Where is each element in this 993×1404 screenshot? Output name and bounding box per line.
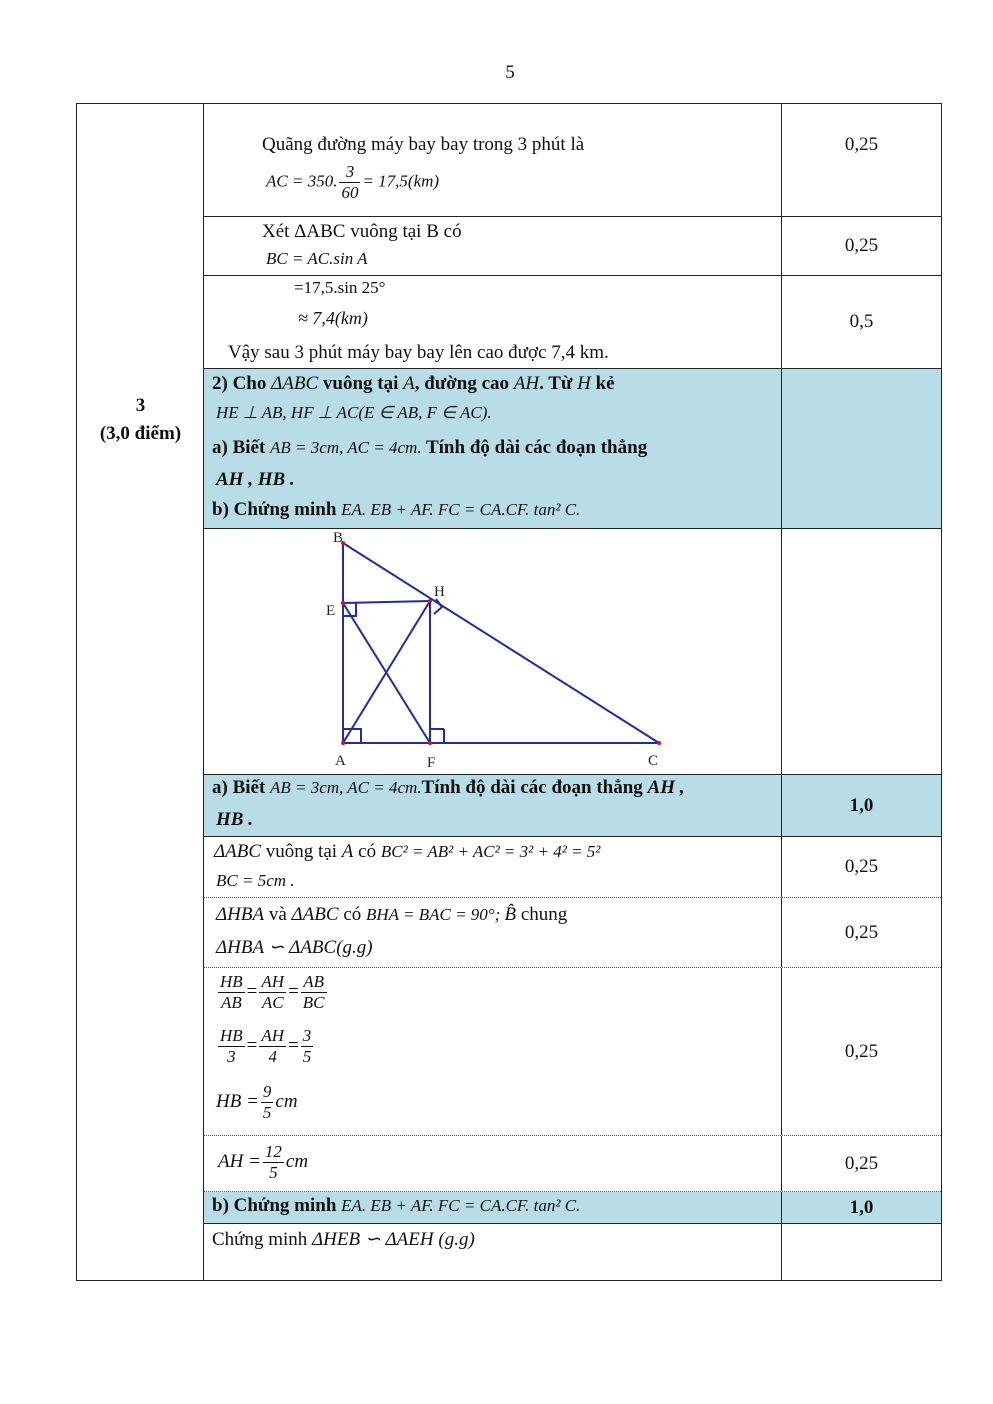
solution-row: ΔABC vuông tại A có BC² = AB² + AC² = 3² + 4² = 5² BC = 5cm . 0,25 xyxy=(204,837,941,898)
row-formula: =17,5.sin 25° xyxy=(294,278,386,297)
score: 1,0 xyxy=(849,1196,874,1218)
label-f: F xyxy=(427,755,436,771)
label-c: C xyxy=(648,753,659,769)
solution-row xyxy=(204,104,941,217)
part-a-heading: a) Biết AB = 3cm, AC = 4cm.Tính độ dài các đoạn thẳng AH , HB . 1,0 xyxy=(204,775,941,837)
label-b: B xyxy=(333,530,344,546)
label-a: A xyxy=(335,753,346,769)
ah-result: AH = $\frac{12}{5}$ cm xyxy=(218,1142,309,1182)
score: 0,25 xyxy=(844,856,879,877)
page-number: 5 xyxy=(505,62,515,83)
question-points: (3,0 điểm) xyxy=(99,423,182,444)
triangle-figure xyxy=(204,529,782,775)
score: 0,25 xyxy=(844,134,879,155)
row-formula: BC = AC.sin A xyxy=(266,249,368,268)
fraction: $\frac{3}{60}$ xyxy=(341,162,359,202)
solution-table xyxy=(76,103,942,1281)
score: 1,0 xyxy=(849,794,874,816)
solution-row: Chứng minh ΔHEB ∽ ΔAEH (g.g) xyxy=(204,1224,941,1280)
row-formula: AC = 350. $\frac{3}{60}$ = 17,5(km) xyxy=(266,162,440,202)
score: 0,25 xyxy=(844,235,879,256)
question-column xyxy=(77,104,204,1280)
score: 0,25 xyxy=(844,1152,879,1174)
ratio-line: $\frac{HB}{3}$ = $\frac{AH}{4}$ = $\frac{3}{5}$ xyxy=(220,1026,312,1066)
solution-row xyxy=(204,968,941,1136)
figure-row xyxy=(204,529,941,775)
solution-row: ΔHBA và ΔABC có BHA = BAC = 90°; B̂ chung ΔHBA ∽ ΔABC(g.g) 0,25 xyxy=(204,898,941,968)
hb-result: HB = $\frac{9}{5}$ cm xyxy=(216,1082,298,1122)
label-e: E xyxy=(326,603,336,619)
score: 0,25 xyxy=(844,1040,879,1062)
solution-row xyxy=(204,1136,941,1192)
score: 0,25 xyxy=(844,921,879,943)
part-b-heading: b) Chứng minh EA. EB + AF. FC = CA.CF. tan² C. 1,0 xyxy=(204,1192,941,1224)
row-text: Quãng đường máy bay bay trong 3 phút là xyxy=(262,134,585,155)
row-text: Xét ΔABC vuông tại B có xyxy=(262,221,462,242)
question-label xyxy=(77,392,204,448)
label-h: H xyxy=(434,584,445,600)
row-formula: ≈ 7,4(km) xyxy=(298,308,368,328)
score: 0,5 xyxy=(849,311,874,332)
row-text: Vậy sau 3 phút máy bay bay lên cao được 7,4 km. xyxy=(228,342,609,363)
solution-row xyxy=(204,276,941,369)
question-number: 3 xyxy=(135,395,146,416)
solution-row xyxy=(204,217,941,276)
ratio-line: $\frac{HB}{AB}$ = $\frac{AH}{AC}$ = $\frac{AB}{BC}$ xyxy=(220,972,325,1012)
problem-statement: 2) Cho ΔABC vuông tại A, đường cao AH. Từ H kẻ HE ⊥ AB, HF ⊥ AC(E ∈ AB, F ∈ AC). a) Biết AB = 3cm, AC = 4cm. Tính độ dài các đoạn thẳng AH , HB . b) Chứng minh EA. EB + AF. FC = CA.CF. tan² C. xyxy=(204,369,941,529)
